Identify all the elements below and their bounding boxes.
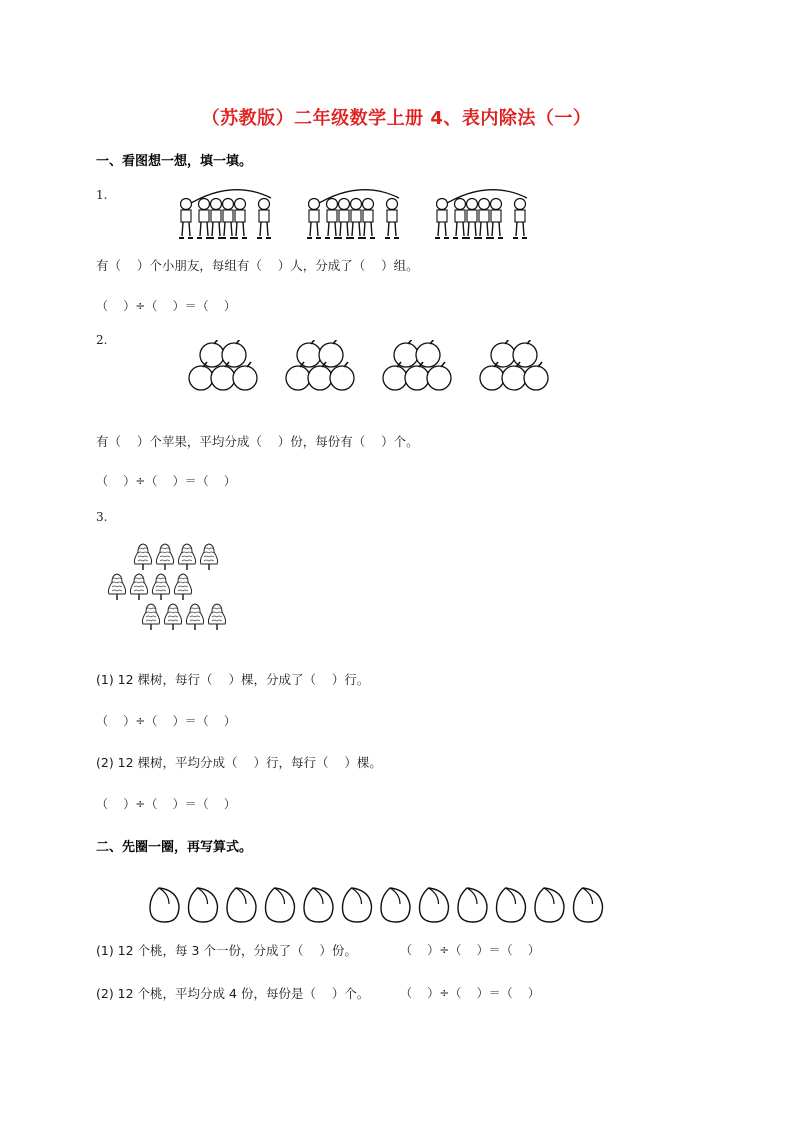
peach-icon[interactable] (381, 888, 410, 922)
section-1-heading: 一、看图想一想，填一填。 (96, 154, 253, 169)
child-group (307, 190, 399, 238)
tree-icon (142, 604, 159, 630)
apple-group (480, 340, 548, 390)
child-group (435, 190, 527, 238)
children-jump-rope-illustration (176, 184, 536, 244)
apple-group (189, 340, 257, 390)
tree-icon (200, 544, 217, 570)
peach-icon[interactable] (535, 888, 564, 922)
section-2-heading: 二、先圈一圈，再写算式。 (96, 840, 253, 855)
tree-icon (108, 574, 125, 600)
peach-icon[interactable] (150, 888, 179, 922)
trees-illustration (104, 542, 234, 637)
child-icon (197, 199, 211, 239)
tree-icon (152, 574, 169, 600)
question-3-sub2-equation: （ ）÷（ ）＝（ ） (96, 797, 236, 811)
apple-icon (491, 340, 515, 367)
question-2-equation: （ ）÷（ ）＝（ ） (96, 474, 236, 488)
apple-icon (297, 340, 321, 367)
tree-icon (164, 604, 181, 630)
apple-icon (416, 340, 440, 367)
tree-icon (186, 604, 203, 630)
child-icon (489, 199, 503, 239)
child-icon (233, 199, 247, 239)
section-2-sub2-sentence: (2) 12 个桃，平均分成 4 份，每份是（ ）个。 (96, 986, 370, 1001)
child-icon (465, 199, 479, 239)
tree-icon (134, 544, 151, 570)
peach-icon[interactable] (189, 888, 218, 922)
apple-icon (513, 340, 537, 367)
tree-icon (174, 574, 191, 600)
question-3-sub1-sentence: (1) 12 棵树，每行（ ）棵，分成了（ ）行。 (96, 672, 370, 687)
tree-icon (178, 544, 195, 570)
child-icon (209, 199, 223, 239)
child-icon (385, 199, 399, 239)
apple-icon (394, 340, 418, 367)
tree-icon (130, 574, 147, 600)
question-3-sub2-sentence: (2) 12 棵树，平均分成（ ）行，每行（ ）棵。 (96, 755, 382, 770)
apple-icon (319, 340, 343, 367)
child-icon (325, 199, 339, 239)
apple-icon (222, 340, 246, 367)
child-icon (453, 199, 467, 239)
child-icon (435, 199, 449, 239)
peach-icon[interactable] (304, 888, 333, 922)
child-group (179, 190, 271, 238)
apple-group (383, 340, 451, 390)
peach-icon[interactable] (343, 888, 372, 922)
page-title: （苏教版）二年级数学上册 4、表内除法（一） (201, 108, 592, 129)
child-icon (477, 199, 491, 239)
peaches-illustration[interactable] (145, 884, 615, 926)
tree-icon (156, 544, 173, 570)
section-2-sub1-sentence: (1) 12 个桃，每 3 个一份，分成了（ ）份。 (96, 943, 357, 958)
peach-icon[interactable] (458, 888, 487, 922)
apple-icon (200, 340, 224, 367)
question-2-sentence: 有（ ）个苹果，平均分成（ ）份，每份有（ ）个。 (96, 434, 419, 449)
child-icon (337, 199, 351, 239)
peach-icon[interactable] (420, 888, 449, 922)
question-1-equation: （ ）÷（ ）＝（ ） (96, 299, 236, 313)
peach-icon[interactable] (227, 888, 256, 922)
child-icon (257, 199, 271, 239)
tree-icon (208, 604, 225, 630)
section-2-sub2-equation: （ ）÷（ ）＝（ ） (400, 986, 540, 1000)
child-icon (221, 199, 235, 239)
question-2-number: 2. (96, 333, 108, 347)
peach-icon[interactable] (266, 888, 295, 922)
child-icon (361, 199, 375, 239)
child-icon (513, 199, 527, 239)
child-icon (179, 199, 193, 239)
peach-icon[interactable] (574, 888, 603, 922)
question-3-number: 3. (96, 510, 108, 524)
question-1-number: 1. (96, 188, 108, 202)
question-3-sub1-equation: （ ）÷（ ）＝（ ） (96, 714, 236, 728)
apples-illustration (186, 340, 566, 398)
question-1-sentence: 有（ ）个小朋友，每组有（ ）人，分成了（ ）组。 (96, 258, 419, 273)
child-icon (349, 199, 363, 239)
section-2-sub1-equation: （ ）÷（ ）＝（ ） (400, 943, 540, 957)
apple-group (286, 340, 354, 390)
peach-icon[interactable] (497, 888, 526, 922)
child-icon (307, 199, 321, 239)
